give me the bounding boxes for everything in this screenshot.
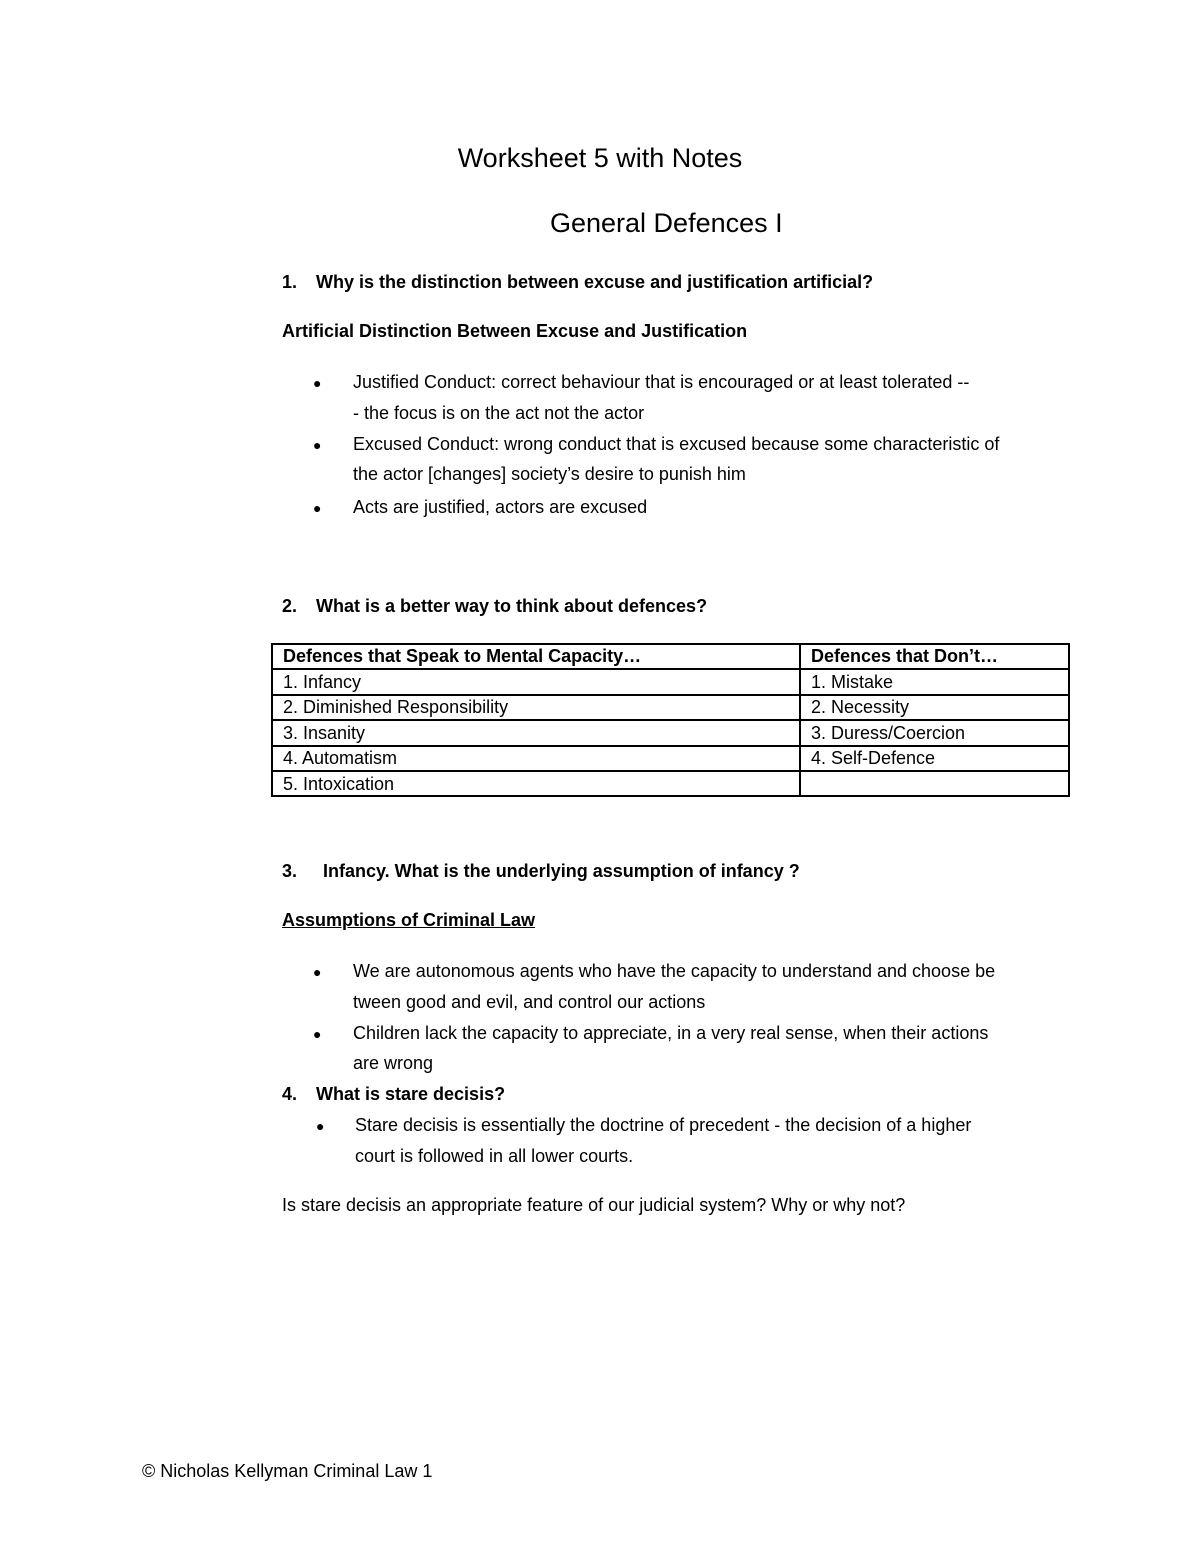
question-2 — [282, 596, 707, 617]
bullet-line: Excused Conduct: wrong conduct that is excused because some characteristic of — [353, 434, 1000, 454]
table-cell — [800, 771, 1069, 796]
table-cell: 1. Mistake — [800, 669, 1069, 694]
table-cell: 5. Intoxication — [272, 771, 800, 796]
bullet-line: Justified Conduct: correct behaviour that is encouraged or at least tolerated -- — [353, 372, 970, 392]
question-number: 3. — [282, 861, 298, 881]
bullet-line: We are autonomous agents who have the capacity to understand and choose be — [353, 961, 996, 981]
question-text: Infancy. What is the underlying assumption of infancy ? — [323, 861, 800, 881]
table-row — [272, 771, 1069, 796]
page-subtitle: General Defences I — [550, 208, 783, 238]
table-cell: 3. Duress/Coercion — [800, 720, 1069, 745]
table-cell: 3. Insanity — [272, 720, 800, 745]
bullet-icon: ● — [313, 1026, 322, 1042]
table-cell: 4. Self-Defence — [800, 746, 1069, 771]
bullet-icon: ● — [316, 1118, 325, 1134]
table-cell: 2. Necessity — [800, 695, 1069, 720]
table-row — [272, 746, 1069, 771]
table-cell: 4. Automatism — [272, 746, 800, 771]
section-heading: Artificial Distinction Between Excuse and Justification — [282, 321, 748, 341]
bullet-line: Stare decisis is essentially the doctrine of precedent - the decision of a higher — [355, 1115, 972, 1135]
bullet-line: the actor [changes] society’s desire to punish him — [353, 464, 746, 484]
closing-question: Is stare decisis an appropriate feature of our judicial system? Why or why not? — [282, 1195, 906, 1215]
question-3 — [282, 861, 800, 882]
table-row — [272, 695, 1069, 720]
table-cell: 2. Diminished Responsibility — [272, 695, 800, 720]
section-heading: Assumptions of Criminal Law — [282, 910, 536, 930]
table-header-cell: Defences that Don’t… — [800, 644, 1069, 669]
bullet-icon: ● — [313, 375, 322, 391]
question-number: 4. — [282, 1084, 298, 1104]
footer-copyright: © Nicholas Kellyman Criminal Law 1 — [142, 1461, 433, 1481]
question-text: What is stare decisis? — [316, 1084, 506, 1104]
table-header-row — [272, 644, 1069, 669]
bullet-line: - the focus is on the act not the actor — [353, 403, 645, 423]
question-1 — [282, 272, 873, 293]
bullet-line: Children lack the capacity to appreciate, in a very real sense, when their actions — [353, 1023, 989, 1043]
bullet-line: tween good and evil, and control our actions — [353, 992, 706, 1012]
bullet-line: court is followed in all lower courts. — [355, 1146, 634, 1166]
bullet-icon: ● — [313, 500, 322, 516]
table-row — [272, 720, 1069, 745]
question-text: What is a better way to think about defences? — [316, 596, 708, 616]
question-number: 2. — [282, 596, 298, 616]
table-row — [272, 669, 1069, 694]
question-4 — [282, 1084, 505, 1105]
page-title: Worksheet 5 with Notes — [457, 143, 743, 173]
bullet-icon: ● — [313, 964, 322, 980]
table-cell: 1. Infancy — [272, 669, 800, 694]
bullet-icon: ● — [313, 437, 322, 453]
table-header-cell: Defences that Speak to Mental Capacity… — [272, 644, 800, 669]
bullet-line: Acts are justified, actors are excused — [353, 497, 648, 517]
question-number: 1. — [282, 272, 298, 292]
defences-table — [271, 643, 1070, 797]
question-text: Why is the distinction between excuse and justification artificial? — [316, 272, 874, 292]
bullet-line: are wrong — [353, 1053, 434, 1073]
